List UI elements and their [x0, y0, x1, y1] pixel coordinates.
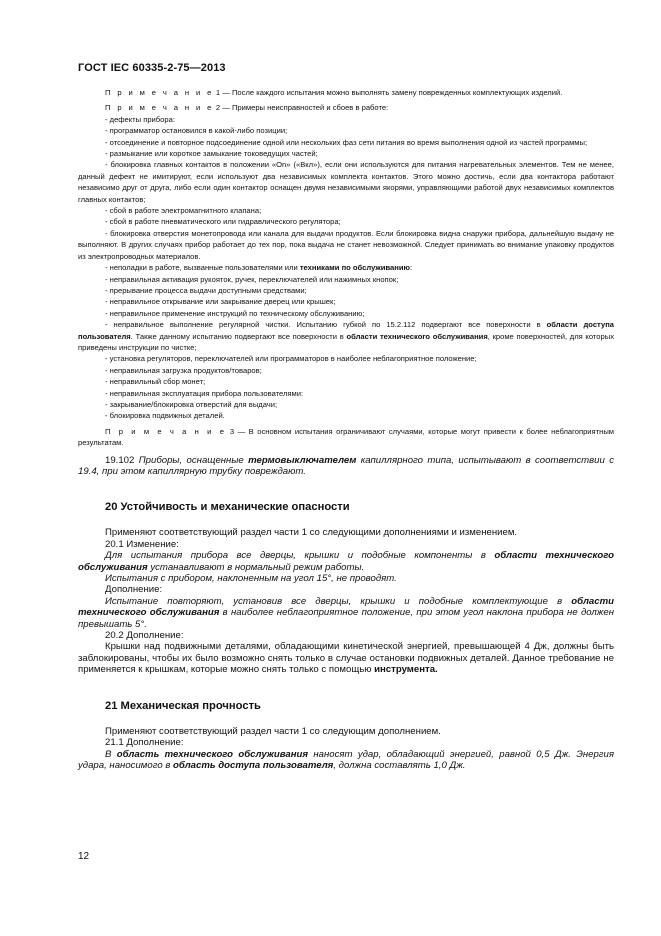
section-21-body: Применяют соответствующий раздел части 1 со следующим дополнением. 21.1 Дополнение: В область технического обслуживания наносят удар, обладающий энергией, равной 0,5 Дж. Энергия удара, наносимого в область доступа пользователя, должна составлять 1,0 Дж.: [78, 725, 614, 771]
notes-block: [78, 87, 614, 449]
note-2-item: - размыкание или короткое замыкание токоведущих частей;: [105, 149, 318, 159]
clause-19-102: 19.102 Приборы, оснащенные термовыключателем капиллярного типа, испытывают в соответствии с 19.4, при этом капиллярную трубку повреждают.: [78, 454, 614, 477]
note-2-item: - программатор остановился в какой-либо позиции;: [105, 126, 288, 136]
note-2-item: - неправильное открывание или закрывание дверец или крышек;: [105, 297, 336, 307]
section-20-heading: 20 Устойчивость и механические опасности: [105, 501, 350, 514]
note-2-item: - неправильная активация рукояток, ручек, переключателей или нажимных кнопок;: [105, 274, 399, 284]
note-2-item: - отсоединение и повторное подсоединение одной или нескольких фаз сети питания во время выполнения одной из частей программы;: [105, 137, 588, 147]
note-2-intro: П р и м е ч а н и е 2 — Примеры неисправностей и сбоев в работе:: [105, 103, 389, 113]
note-2-item: - неправильный сбор монет;: [105, 377, 206, 387]
note-2-item: - блокировка подвижных деталей.: [105, 411, 225, 421]
note-2-item-cleaning: - неправильное выполнение регулярной чистки. Испытанию губкой по 15.2.112 подвергают все поверхности в области доступа пользователя. Также данному испытанию подвергают все поверхности в области технического обслуживания, кроме поверхностей, для которых приведены инструкции по чистке;: [78, 320, 614, 352]
document-header: ГОСТ IEC 60335-2-75—2013: [78, 62, 226, 74]
note-2-item: - блокировка главных контактов в положении «On» («Вкл»), если они используются для питания нагревательных элементов. Тем не менее, данный дефект не имитируют, если используют два независимых комплекта контактов. Этого можно достичь, если два контактора работают независимо друг от друга, либо если один контактор оснащен двумя независимыми якорями, управляющими работой двух независимых комплектов главных контактов;: [78, 160, 614, 204]
note-3: П р и м е ч а н и е 3 — В основном испытания ограничивают случаями, которые могут привести к более неблагоприятным результатам.: [78, 426, 614, 448]
section-21-heading: 21 Механическая прочность: [105, 699, 261, 712]
note-2-item: - сбой в работе электромагнитного клапана;: [105, 206, 262, 216]
page-number: 12: [78, 851, 90, 862]
note-2-item: - неправильная эксплуатация прибора пользователями:: [105, 388, 304, 398]
document-page: [78, 62, 614, 771]
note-2-item: - дефекты прибора:: [105, 114, 175, 124]
note-1: П р и м е ч а н и е 1 — После каждого испытания можно выполнять замену поврежденных комплектующих изделий.: [105, 88, 563, 97]
note-2-item: - блокировка отверстия монетопровода или канала для выдачи продуктов. Если блокировка видна снаружи прибора, дальнейшую выдачу не выполняют. В других случаях прибор работает до тех пор, пока выдача не станет невозможной. Следует принимать во внимание упаковку продуктов из электропроводных материалов.: [78, 228, 614, 261]
section-20-body: Применяют соответствующий раздел части 1 со следующими дополнениями и изменением. 20.1 Изменение: Для испытания прибора все дверцы, крышки и подобные компоненты в области технического обслуживания устанавливают в нормальный режим работы. Испытания с прибором, наклоненным на угол 15°, не проводят. Дополнение: Испытание повторяют, установив все дверцы, крышки и подобные комплектующие в области технического обслуживания в наиболее неблагоприятное положение, при этом угол наклона прибора не должен превышать 5°. 20.2 Дополнение: Крышки над подвижными деталями, обладающими кинетической энергией, превышающей 4 Дж, должны быть заблокированы, чтобы их было возможно снять только в случае остановки подвижных деталей. Данное требование не применяется к крышкам, которые можно снять только с помощью инструмента.: [78, 527, 615, 676]
note-2-item: - сбой в работе пневматического или гидравлического регулятора;: [105, 217, 341, 227]
note-2-item: - неправильное применение инструкций по техническому обслуживанию;: [105, 308, 365, 318]
note-2-item: - установка регуляторов, переключателей или программаторов в наиболее неблагоприятное положение;: [105, 354, 477, 364]
note-2-item: - прерывание процесса выдачи доступными средствами;: [105, 285, 307, 295]
note-2-item-service: - неполадки в работе, вызванные пользователями или техниками по обслуживанию:: [105, 263, 413, 273]
note-2-item: - неправильная загрузка продуктов/товаров;: [105, 365, 262, 375]
note-2-item: - закрывание/блокировка отверстий для выдачи;: [105, 399, 278, 409]
